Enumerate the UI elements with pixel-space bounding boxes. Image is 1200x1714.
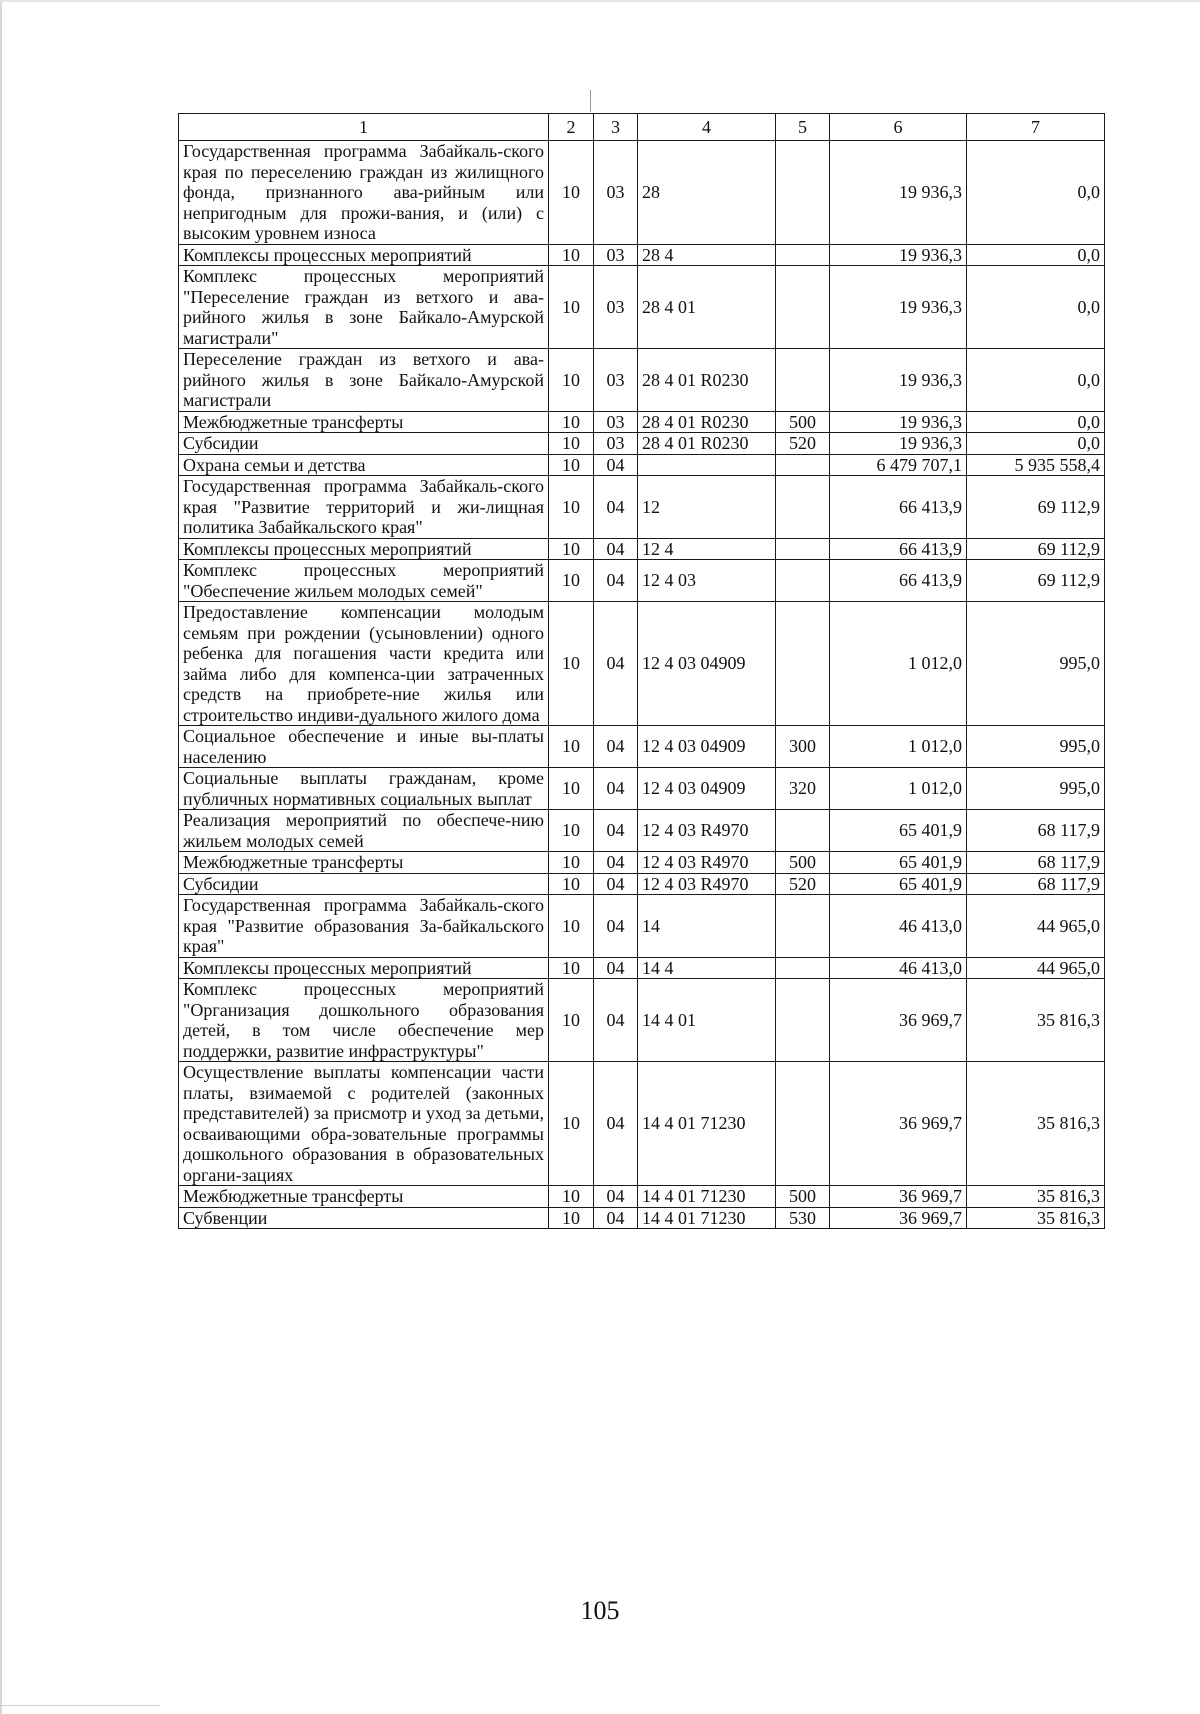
row-name: Межбюджетные трансферты xyxy=(179,411,549,433)
subsection-code: 04 xyxy=(594,810,638,852)
expense-type-code xyxy=(776,349,830,412)
expense-type-code xyxy=(776,895,830,958)
table-row xyxy=(179,957,1105,979)
amount-year-1: 19 936,3 xyxy=(830,266,967,349)
table-row xyxy=(179,538,1105,560)
amount-year-1: 19 936,3 xyxy=(830,244,967,266)
scan-edge-left xyxy=(0,0,2,1714)
amount-year-2: 0,0 xyxy=(967,433,1105,455)
section-code: 10 xyxy=(549,538,594,560)
amount-year-2: 35 816,3 xyxy=(967,979,1105,1062)
amount-year-2: 69 112,9 xyxy=(967,560,1105,602)
target-article-code: 12 4 03 R4970 xyxy=(638,852,776,874)
row-name: Субвенции xyxy=(179,1207,549,1229)
target-article-code: 12 4 xyxy=(638,538,776,560)
expense-type-code xyxy=(776,244,830,266)
table-row xyxy=(179,476,1105,539)
row-name: Социальное обеспечение и иные вы-платы населению xyxy=(179,726,549,768)
row-name: Субсидии xyxy=(179,873,549,895)
amount-year-1: 36 969,7 xyxy=(830,1207,967,1229)
column-header: 2 xyxy=(549,114,594,141)
row-name: Комплексы процессных мероприятий xyxy=(179,244,549,266)
amount-year-2: 35 816,3 xyxy=(967,1186,1105,1208)
section-code: 10 xyxy=(549,979,594,1062)
expense-type-code xyxy=(776,266,830,349)
amount-year-1: 19 936,3 xyxy=(830,141,967,245)
amount-year-1: 6 479 707,1 xyxy=(830,454,967,476)
column-header: 6 xyxy=(830,114,967,141)
table-row xyxy=(179,244,1105,266)
table-row xyxy=(179,895,1105,958)
amount-year-2: 995,0 xyxy=(967,726,1105,768)
row-name: Государственная программа Забайкаль-ского края "Развитие образования За-байкальского края" xyxy=(179,895,549,958)
target-article-code: 28 4 01 R0230 xyxy=(638,433,776,455)
amount-year-1: 36 969,7 xyxy=(830,1186,967,1208)
amount-year-2: 68 117,9 xyxy=(967,852,1105,874)
scan-mark xyxy=(590,90,591,112)
expense-type-code: 300 xyxy=(776,726,830,768)
table-row xyxy=(179,560,1105,602)
amount-year-2: 0,0 xyxy=(967,349,1105,412)
section-code: 10 xyxy=(549,411,594,433)
table-row xyxy=(179,768,1105,810)
subsection-code: 04 xyxy=(594,1186,638,1208)
subsection-code: 04 xyxy=(594,602,638,726)
target-article-code: 14 4 xyxy=(638,957,776,979)
amount-year-1: 65 401,9 xyxy=(830,810,967,852)
target-article-code: 14 4 01 71230 xyxy=(638,1062,776,1186)
table-row xyxy=(179,349,1105,412)
row-name: Межбюджетные трансферты xyxy=(179,852,549,874)
subsection-code: 03 xyxy=(594,349,638,412)
amount-year-2: 0,0 xyxy=(967,411,1105,433)
row-name: Комплексы процессных мероприятий xyxy=(179,538,549,560)
row-name: Комплекс процессных мероприятий "Организация дошкольного образования детей, в том числе обеспечение мер поддержки, развитие инфраструктуры" xyxy=(179,979,549,1062)
amount-year-1: 66 413,9 xyxy=(830,476,967,539)
subsection-code: 04 xyxy=(594,768,638,810)
amount-year-1: 1 012,0 xyxy=(830,602,967,726)
table-body xyxy=(179,141,1105,1229)
expense-type-code: 520 xyxy=(776,433,830,455)
subsection-code: 04 xyxy=(594,957,638,979)
amount-year-1: 65 401,9 xyxy=(830,852,967,874)
target-article-code: 12 4 03 04909 xyxy=(638,602,776,726)
section-code: 10 xyxy=(549,810,594,852)
table-row xyxy=(179,873,1105,895)
target-article-code: 28 4 xyxy=(638,244,776,266)
amount-year-2: 35 816,3 xyxy=(967,1207,1105,1229)
amount-year-2: 44 965,0 xyxy=(967,895,1105,958)
table-row xyxy=(179,726,1105,768)
section-code: 10 xyxy=(549,726,594,768)
expense-type-code xyxy=(776,979,830,1062)
budget-table xyxy=(178,113,1105,1229)
subsection-code: 03 xyxy=(594,433,638,455)
target-article-code: 14 4 01 71230 xyxy=(638,1186,776,1208)
subsection-code: 04 xyxy=(594,979,638,1062)
subsection-code: 04 xyxy=(594,1062,638,1186)
amount-year-1: 19 936,3 xyxy=(830,349,967,412)
target-article-code: 28 4 01 R0230 xyxy=(638,411,776,433)
section-code: 10 xyxy=(549,433,594,455)
expense-type-code xyxy=(776,476,830,539)
section-code: 10 xyxy=(549,454,594,476)
row-name: Комплексы процессных мероприятий xyxy=(179,957,549,979)
table-row xyxy=(179,433,1105,455)
amount-year-1: 36 969,7 xyxy=(830,979,967,1062)
target-article-code: 12 4 03 04909 xyxy=(638,726,776,768)
subsection-code: 04 xyxy=(594,873,638,895)
subsection-code: 04 xyxy=(594,538,638,560)
scan-edge-bottom xyxy=(0,1705,160,1706)
target-article-code: 12 xyxy=(638,476,776,539)
amount-year-1: 19 936,3 xyxy=(830,433,967,455)
amount-year-2: 0,0 xyxy=(967,244,1105,266)
scan-edge-top xyxy=(0,0,1200,2)
amount-year-2: 68 117,9 xyxy=(967,873,1105,895)
amount-year-2: 0,0 xyxy=(967,141,1105,245)
amount-year-2: 995,0 xyxy=(967,602,1105,726)
expense-type-code: 530 xyxy=(776,1207,830,1229)
expense-type-code xyxy=(776,141,830,245)
expense-type-code xyxy=(776,538,830,560)
column-header: 4 xyxy=(638,114,776,141)
target-article-code: 14 4 01 xyxy=(638,979,776,1062)
subsection-code: 03 xyxy=(594,411,638,433)
subsection-code: 03 xyxy=(594,244,638,266)
table-row xyxy=(179,852,1105,874)
subsection-code: 04 xyxy=(594,895,638,958)
table-row xyxy=(179,1186,1105,1208)
expense-type-code xyxy=(776,1062,830,1186)
expense-type-code xyxy=(776,957,830,979)
column-header: 7 xyxy=(967,114,1105,141)
section-code: 10 xyxy=(549,873,594,895)
amount-year-2: 68 117,9 xyxy=(967,810,1105,852)
amount-year-2: 35 816,3 xyxy=(967,1062,1105,1186)
amount-year-2: 0,0 xyxy=(967,266,1105,349)
target-article-code xyxy=(638,454,776,476)
target-article-code: 12 4 03 R4970 xyxy=(638,810,776,852)
target-article-code: 28 4 01 xyxy=(638,266,776,349)
header-row xyxy=(179,114,1105,141)
target-article-code: 12 4 03 R4970 xyxy=(638,873,776,895)
section-code: 10 xyxy=(549,768,594,810)
amount-year-1: 66 413,9 xyxy=(830,538,967,560)
row-name: Государственная программа Забайкаль-ского края по переселению граждан из жилищного фонда, признанного ава-рийным или непригодным для прожи-вания, и (или) с высоким уровнем износа xyxy=(179,141,549,245)
target-article-code: 28 4 01 R0230 xyxy=(638,349,776,412)
section-code: 10 xyxy=(549,476,594,539)
table-row xyxy=(179,1207,1105,1229)
table-row xyxy=(179,1062,1105,1186)
column-header: 5 xyxy=(776,114,830,141)
amount-year-1: 36 969,7 xyxy=(830,1062,967,1186)
table-row xyxy=(179,602,1105,726)
amount-year-1: 1 012,0 xyxy=(830,768,967,810)
amount-year-1: 46 413,0 xyxy=(830,895,967,958)
expense-type-code xyxy=(776,810,830,852)
target-article-code: 12 4 03 xyxy=(638,560,776,602)
target-article-code: 12 4 03 04909 xyxy=(638,768,776,810)
table-row xyxy=(179,810,1105,852)
row-name: Предоставление компенсации молодым семьям при рождении (усыновлении) одного ребенка для погашения части кредита или займа либо для компенса-ции затраченных средств на приобрете-ние жилья или строительство индиви-дуального жилого дома xyxy=(179,602,549,726)
subsection-code: 04 xyxy=(594,852,638,874)
target-article-code: 28 xyxy=(638,141,776,245)
page-number: 105 xyxy=(580,1596,620,1625)
expense-type-code xyxy=(776,560,830,602)
subsection-code: 03 xyxy=(594,141,638,245)
row-name: Субсидии xyxy=(179,433,549,455)
amount-year-1: 66 413,9 xyxy=(830,560,967,602)
table-row xyxy=(179,454,1105,476)
target-article-code: 14 xyxy=(638,895,776,958)
row-name: Реализация мероприятий по обеспече-нию жильем молодых семей xyxy=(179,810,549,852)
amount-year-2: 69 112,9 xyxy=(967,476,1105,539)
expense-type-code xyxy=(776,454,830,476)
subsection-code: 04 xyxy=(594,476,638,539)
row-name: Осуществление выплаты компенсации части платы, взимаемой с родителей (законных представителей) за присмотр и уход за детьми, осваивающими обра-зовательные программы дошкольного образования в образовательных органи-зациях xyxy=(179,1062,549,1186)
subsection-code: 04 xyxy=(594,726,638,768)
expense-type-code: 320 xyxy=(776,768,830,810)
row-name: Государственная программа Забайкаль-ского края "Развитие территорий и жи-лищная политика Забайкальского края" xyxy=(179,476,549,539)
column-header: 3 xyxy=(594,114,638,141)
section-code: 10 xyxy=(549,244,594,266)
row-name: Охрана семьи и детства xyxy=(179,454,549,476)
section-code: 10 xyxy=(549,266,594,349)
row-name: Переселение граждан из ветхого и ава-рийного жилья в зоне Байкало-Амурской магистрали xyxy=(179,349,549,412)
subsection-code: 04 xyxy=(594,1207,638,1229)
table-row xyxy=(179,979,1105,1062)
amount-year-1: 46 413,0 xyxy=(830,957,967,979)
section-code: 10 xyxy=(549,1186,594,1208)
row-name: Комплекс процессных мероприятий "Переселение граждан из ветхого и ава-рийного жилья в зоне Байкало-Амурской магистрали" xyxy=(179,266,549,349)
row-name: Межбюджетные трансферты xyxy=(179,1186,549,1208)
section-code: 10 xyxy=(549,957,594,979)
amount-year-2: 5 935 558,4 xyxy=(967,454,1105,476)
row-name: Социальные выплаты гражданам, кроме публичных нормативных социальных выплат xyxy=(179,768,549,810)
section-code: 10 xyxy=(549,349,594,412)
section-code: 10 xyxy=(549,1062,594,1186)
amount-year-2: 44 965,0 xyxy=(967,957,1105,979)
expense-type-code: 500 xyxy=(776,1186,830,1208)
table-row xyxy=(179,141,1105,245)
expense-type-code: 500 xyxy=(776,852,830,874)
amount-year-1: 65 401,9 xyxy=(830,873,967,895)
expense-type-code: 500 xyxy=(776,411,830,433)
section-code: 10 xyxy=(549,141,594,245)
section-code: 10 xyxy=(549,602,594,726)
target-article-code: 14 4 01 71230 xyxy=(638,1207,776,1229)
amount-year-1: 1 012,0 xyxy=(830,726,967,768)
column-header: 1 xyxy=(179,114,549,141)
expense-type-code: 520 xyxy=(776,873,830,895)
amount-year-1: 19 936,3 xyxy=(830,411,967,433)
subsection-code: 03 xyxy=(594,266,638,349)
section-code: 10 xyxy=(549,1207,594,1229)
table-row xyxy=(179,411,1105,433)
section-code: 10 xyxy=(549,895,594,958)
section-code: 10 xyxy=(549,852,594,874)
section-code: 10 xyxy=(549,560,594,602)
subsection-code: 04 xyxy=(594,560,638,602)
amount-year-2: 69 112,9 xyxy=(967,538,1105,560)
row-name: Комплекс процессных мероприятий "Обеспечение жильем молодых семей" xyxy=(179,560,549,602)
subsection-code: 04 xyxy=(594,454,638,476)
table-row xyxy=(179,266,1105,349)
expense-type-code xyxy=(776,602,830,726)
amount-year-2: 995,0 xyxy=(967,768,1105,810)
